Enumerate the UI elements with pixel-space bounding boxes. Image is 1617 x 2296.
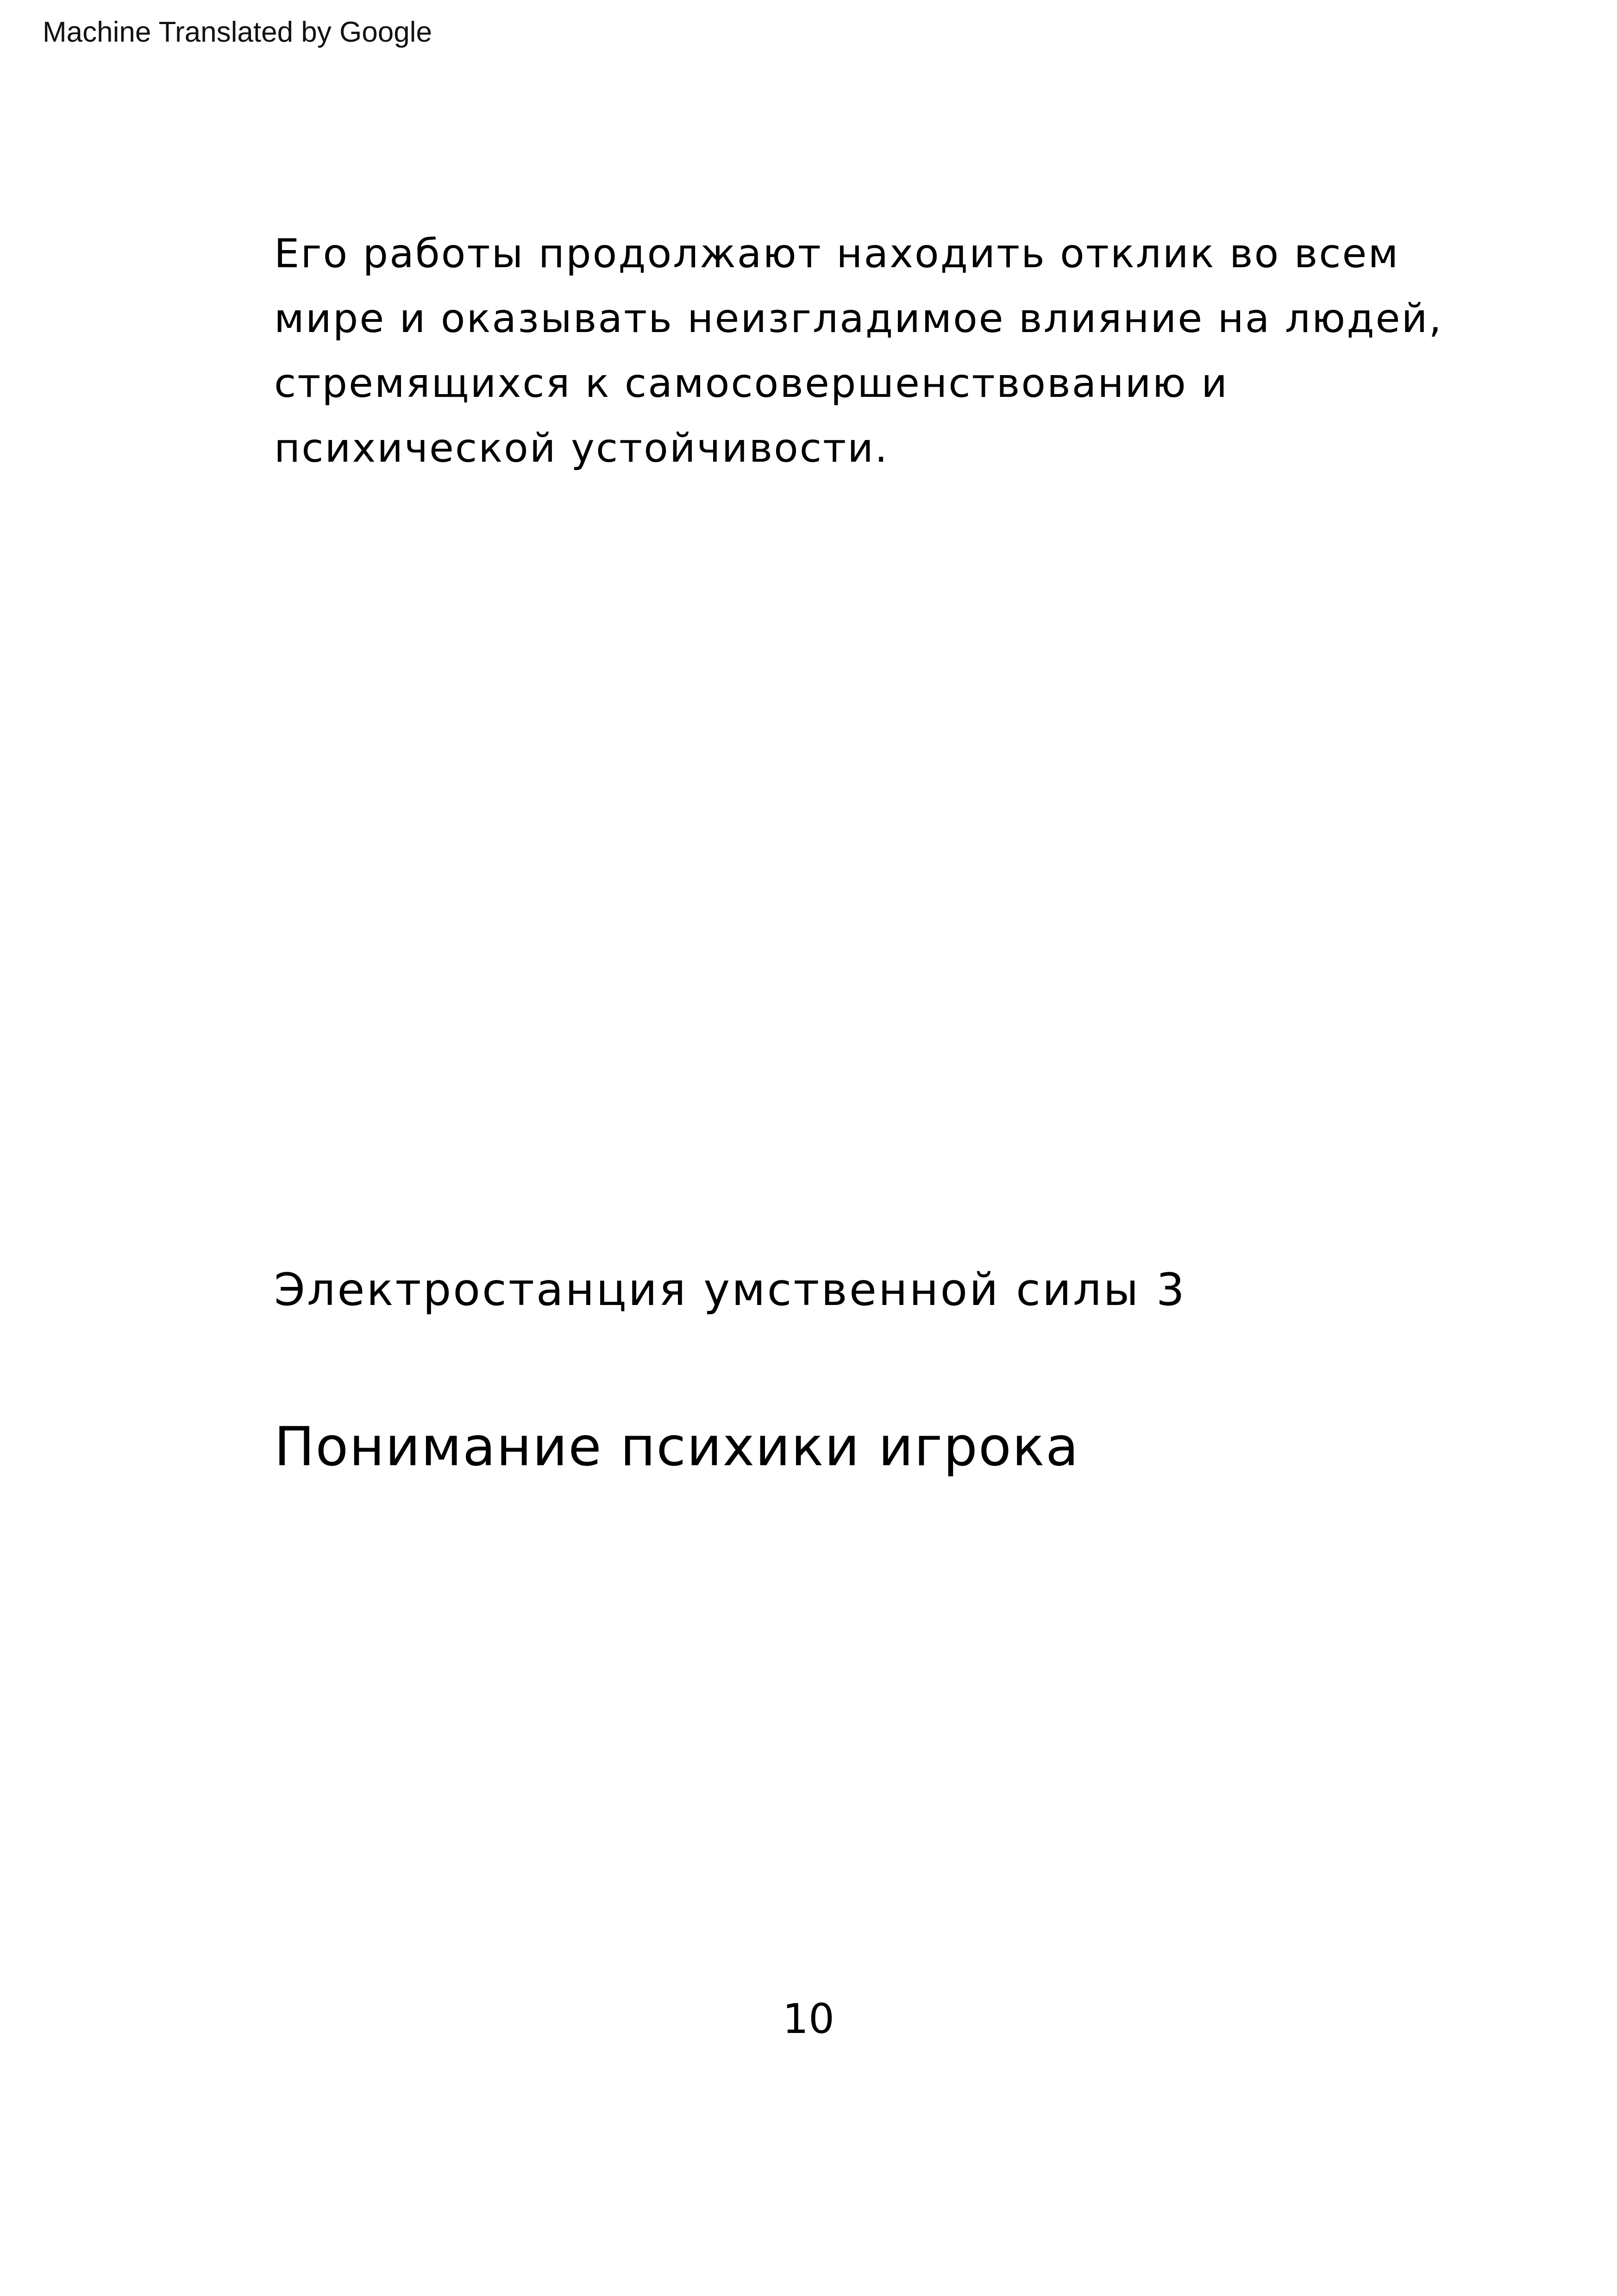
body-paragraph (274, 221, 1524, 481)
paragraph-line: психической устойчивости. (274, 425, 889, 471)
series-title: Электростанция умственной силы 3 (274, 1264, 1186, 1316)
machine-translation-banner: Machine Translated by Google (43, 16, 432, 48)
paragraph-line: Его работы продолжают находить отклик во всем (274, 231, 1400, 277)
paragraph-line: мире и оказывать неизгладимое влияние на людей, (274, 295, 1443, 342)
paragraph-line: стремящихся к самосовершенствованию и (274, 360, 1229, 407)
page-number: 10 (783, 1995, 834, 2043)
book-title: Понимание психики игрока (274, 1416, 1079, 1478)
